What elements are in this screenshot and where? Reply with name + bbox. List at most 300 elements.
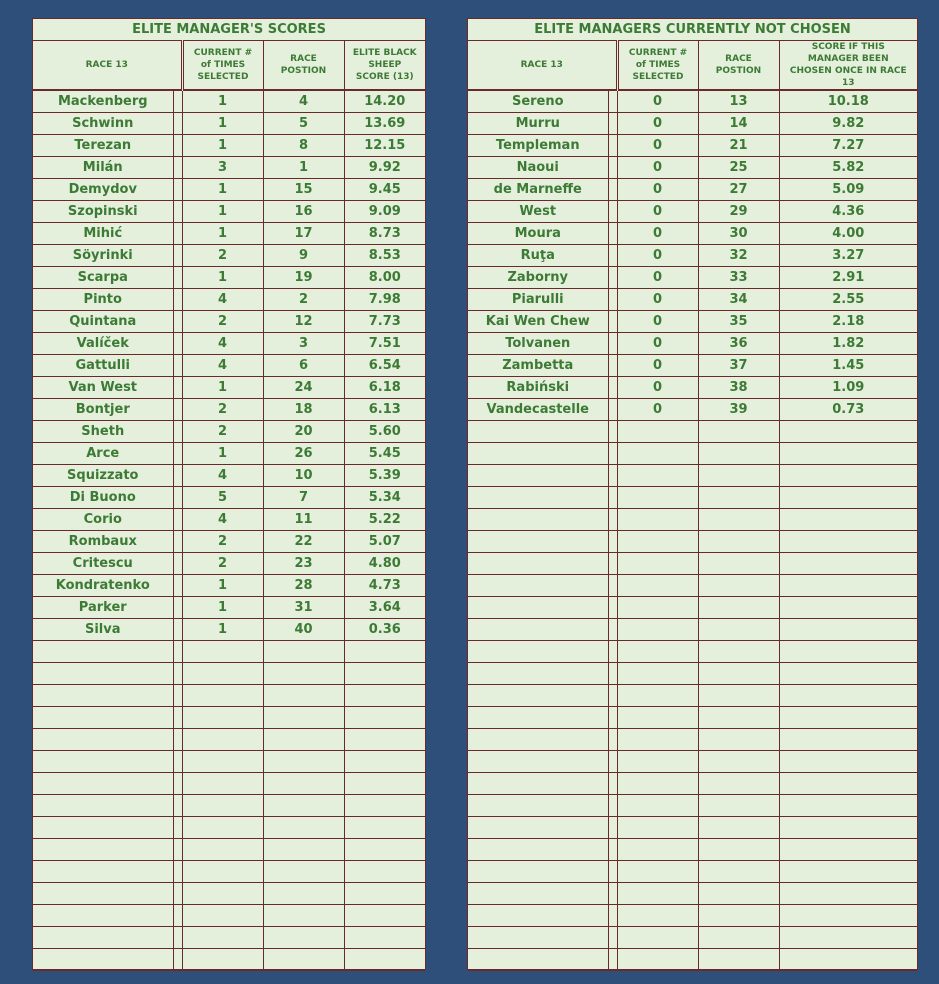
race-position-cell: 10	[263, 465, 344, 487]
spacer-cell	[608, 795, 617, 817]
table-row	[33, 487, 425, 509]
score-cell	[779, 707, 917, 729]
table-row	[468, 641, 917, 663]
race-position-cell	[698, 905, 779, 927]
table-row	[33, 905, 425, 927]
race-position-cell: 25	[698, 157, 779, 179]
race-position-cell: 27	[698, 179, 779, 201]
score-cell	[344, 839, 425, 861]
race-position-cell	[698, 575, 779, 597]
manager-name	[468, 685, 608, 707]
race-position-cell	[698, 861, 779, 883]
spacer-cell	[608, 861, 617, 883]
spacer-cell	[608, 267, 617, 289]
race-position-cell: 24	[263, 377, 344, 399]
times-selected-header-line: of TIMES	[635, 60, 681, 70]
times-selected-header	[182, 41, 263, 91]
manager-name	[33, 861, 173, 883]
spacer-cell	[173, 267, 182, 289]
times-selected-cell	[617, 883, 698, 905]
race-position-cell: 37	[698, 355, 779, 377]
score-cell	[344, 707, 425, 729]
spacer-cell	[173, 773, 182, 795]
times-selected-header-line: of TIMES	[200, 60, 246, 70]
manager-name	[468, 619, 608, 641]
table-row	[468, 553, 917, 575]
spacer-cell	[173, 223, 182, 245]
manager-name: Demydov	[33, 179, 173, 201]
manager-name: Tolvanen	[468, 333, 608, 355]
times-selected-cell: 1	[182, 135, 263, 157]
table-row	[468, 443, 917, 465]
times-selected-cell: 1	[182, 377, 263, 399]
score-cell	[344, 949, 425, 971]
score-cell: 1.82	[779, 333, 917, 355]
race-position-cell	[698, 773, 779, 795]
table-row	[468, 267, 917, 289]
race-position-cell: 39	[698, 399, 779, 421]
manager-name: Critescu	[33, 553, 173, 575]
spacer-cell	[608, 575, 617, 597]
times-selected-cell	[617, 817, 698, 839]
spacer-cell	[608, 443, 617, 465]
score-cell	[779, 509, 917, 531]
score-header-line: MANAGER BEEN	[807, 54, 889, 64]
manager-name: Rabiński	[468, 377, 608, 399]
table-row	[468, 465, 917, 487]
spacer-cell	[608, 949, 617, 971]
times-selected-cell: 2	[182, 311, 263, 333]
spacer-cell	[608, 531, 617, 553]
spacer-cell	[608, 905, 617, 927]
times-selected-cell: 4	[182, 465, 263, 487]
table-row	[33, 135, 425, 157]
race-position-cell: 40	[263, 619, 344, 641]
times-selected-cell: 0	[617, 377, 698, 399]
manager-name	[33, 751, 173, 773]
race-position-cell: 13	[698, 90, 779, 113]
table-row	[33, 311, 425, 333]
manager-name	[33, 927, 173, 949]
score-cell	[344, 729, 425, 751]
spacer-cell	[608, 817, 617, 839]
table-row	[468, 619, 917, 641]
race-position-cell	[263, 861, 344, 883]
race-position-cell: 32	[698, 245, 779, 267]
race-position-cell	[698, 949, 779, 971]
spacer-cell	[173, 157, 182, 179]
times-selected-cell	[617, 465, 698, 487]
manager-name: West	[468, 201, 608, 223]
score-cell: 9.92	[344, 157, 425, 179]
score-cell	[344, 817, 425, 839]
table-row	[468, 531, 917, 553]
times-selected-cell: 1	[182, 179, 263, 201]
spacer-cell	[608, 641, 617, 663]
table-row	[33, 795, 425, 817]
spacer-cell	[173, 597, 182, 619]
score-cell: 7.27	[779, 135, 917, 157]
race-position-cell	[698, 597, 779, 619]
table-row	[33, 861, 425, 883]
table-row	[33, 157, 425, 179]
manager-name: Parker	[33, 597, 173, 619]
manager-name	[33, 795, 173, 817]
times-selected-cell: 0	[617, 245, 698, 267]
times-selected-cell	[617, 575, 698, 597]
race-position-cell: 16	[263, 201, 344, 223]
race-position-cell: 11	[263, 509, 344, 531]
race-position-cell	[698, 729, 779, 751]
times-selected-header-line: SELECTED	[632, 72, 684, 82]
race-position-cell	[698, 531, 779, 553]
times-selected-cell	[182, 839, 263, 861]
times-selected-cell	[617, 421, 698, 443]
manager-name: Sheth	[33, 421, 173, 443]
times-selected-cell	[182, 685, 263, 707]
race-position-cell	[698, 509, 779, 531]
table-row	[468, 90, 917, 113]
times-selected-cell	[617, 949, 698, 971]
table-row	[33, 751, 425, 773]
spacer-cell	[608, 179, 617, 201]
spacer-cell	[608, 663, 617, 685]
times-selected-cell	[617, 927, 698, 949]
spacer-cell	[608, 355, 617, 377]
race-position-cell: 7	[263, 487, 344, 509]
elite-scores-panel	[32, 18, 426, 970]
spacer-cell	[173, 421, 182, 443]
table-row	[33, 289, 425, 311]
race-position-cell: 31	[263, 597, 344, 619]
manager-name	[468, 509, 608, 531]
race-position-cell: 3	[263, 333, 344, 355]
spacer-cell	[173, 839, 182, 861]
table-row	[33, 817, 425, 839]
spacer-cell	[173, 751, 182, 773]
times-selected-cell: 2	[182, 553, 263, 575]
spacer-cell	[173, 201, 182, 223]
manager-name	[468, 817, 608, 839]
race-position-cell: 33	[698, 267, 779, 289]
score-cell	[344, 795, 425, 817]
times-selected-cell: 1	[182, 597, 263, 619]
race-position-header-line: RACE	[290, 54, 317, 64]
race-position-cell: 22	[263, 531, 344, 553]
times-selected-cell: 0	[617, 267, 698, 289]
manager-name	[468, 861, 608, 883]
manager-name: Valíček	[33, 333, 173, 355]
manager-name	[33, 641, 173, 663]
manager-name	[33, 685, 173, 707]
spacer-cell	[608, 333, 617, 355]
race-position-cell: 34	[698, 289, 779, 311]
race-position-cell	[698, 421, 779, 443]
race-position-cell	[263, 663, 344, 685]
manager-name	[468, 531, 608, 553]
table-row	[468, 795, 917, 817]
table-row	[468, 817, 917, 839]
times-selected-cell: 0	[617, 355, 698, 377]
times-selected-cell: 1	[182, 619, 263, 641]
times-selected-cell: 0	[617, 135, 698, 157]
spacer-cell	[173, 179, 182, 201]
table-row	[33, 575, 425, 597]
spacer-cell	[608, 927, 617, 949]
manager-name: Zambetta	[468, 355, 608, 377]
table-row	[468, 905, 917, 927]
table-row	[33, 267, 425, 289]
times-selected-cell	[617, 443, 698, 465]
spacer-cell	[173, 685, 182, 707]
race-position-header-line: RACE	[725, 54, 752, 64]
spacer-cell	[608, 245, 617, 267]
manager-name: Terezan	[33, 135, 173, 157]
score-cell: 8.53	[344, 245, 425, 267]
manager-name: Rombaux	[33, 531, 173, 553]
manager-name: Zaborny	[468, 267, 608, 289]
times-selected-cell: 1	[182, 113, 263, 135]
spacer-cell	[608, 619, 617, 641]
times-selected-cell	[182, 641, 263, 663]
score-cell	[779, 773, 917, 795]
spacer-cell	[173, 641, 182, 663]
table-row	[33, 465, 425, 487]
race-position-cell	[263, 883, 344, 905]
race-position-cell	[263, 927, 344, 949]
spacer-cell	[608, 883, 617, 905]
spacer-cell	[608, 509, 617, 531]
manager-name	[468, 729, 608, 751]
manager-name	[468, 641, 608, 663]
times-selected-cell	[182, 905, 263, 927]
table-row	[33, 201, 425, 223]
times-selected-cell	[617, 795, 698, 817]
score-cell	[779, 619, 917, 641]
times-selected-cell: 2	[182, 245, 263, 267]
score-cell: 7.98	[344, 289, 425, 311]
score-cell: 8.73	[344, 223, 425, 245]
spacer-cell	[608, 487, 617, 509]
spacer-cell	[173, 113, 182, 135]
table-row	[468, 377, 917, 399]
score-cell: 4.00	[779, 223, 917, 245]
race-header: RACE 13	[33, 41, 182, 91]
score-header-line: SCORE IF THIS	[811, 42, 885, 52]
times-selected-cell	[182, 707, 263, 729]
times-selected-cell	[617, 619, 698, 641]
spacer-cell	[608, 751, 617, 773]
table-row	[468, 289, 917, 311]
table-row	[468, 355, 917, 377]
race-position-cell	[263, 751, 344, 773]
score-cell: 2.91	[779, 267, 917, 289]
race-position-header	[263, 41, 344, 91]
score-cell: 5.07	[344, 531, 425, 553]
score-cell: 7.73	[344, 311, 425, 333]
race-position-header	[698, 41, 779, 91]
score-cell: 4.36	[779, 201, 917, 223]
spacer-cell	[173, 531, 182, 553]
race-position-cell	[263, 685, 344, 707]
manager-name: Van West	[33, 377, 173, 399]
times-selected-cell: 4	[182, 355, 263, 377]
race-position-cell: 9	[263, 245, 344, 267]
spacer-cell	[173, 575, 182, 597]
spacer-cell	[173, 355, 182, 377]
manager-name	[468, 663, 608, 685]
table-row	[468, 927, 917, 949]
race-position-cell	[698, 927, 779, 949]
times-selected-cell	[182, 883, 263, 905]
times-selected-cell	[617, 553, 698, 575]
score-cell: 12.15	[344, 135, 425, 157]
score-cell	[344, 883, 425, 905]
manager-name	[33, 839, 173, 861]
times-selected-cell: 0	[617, 201, 698, 223]
race-position-cell	[263, 773, 344, 795]
spacer-cell	[173, 861, 182, 883]
race-position-cell: 6	[263, 355, 344, 377]
table-row	[468, 421, 917, 443]
table-row	[33, 927, 425, 949]
race-position-cell: 8	[263, 135, 344, 157]
spacer-cell	[173, 795, 182, 817]
spacer-cell	[608, 553, 617, 575]
score-cell: 0.36	[344, 619, 425, 641]
manager-name	[468, 883, 608, 905]
times-selected-cell: 4	[182, 333, 263, 355]
score-cell	[344, 751, 425, 773]
times-selected-cell: 4	[182, 509, 263, 531]
manager-name	[468, 839, 608, 861]
table-row	[468, 729, 917, 751]
race-position-cell	[263, 729, 344, 751]
manager-name: Söyrinki	[33, 245, 173, 267]
race-position-cell	[698, 707, 779, 729]
spacer-cell	[173, 817, 182, 839]
spacer-cell	[173, 619, 182, 641]
table-row	[33, 553, 425, 575]
manager-name	[33, 663, 173, 685]
manager-name: Squizzato	[33, 465, 173, 487]
spacer-cell	[173, 487, 182, 509]
times-selected-cell: 2	[182, 421, 263, 443]
manager-name: Ruţa	[468, 245, 608, 267]
manager-name	[468, 905, 608, 927]
table-row	[468, 333, 917, 355]
spacer-cell	[608, 113, 617, 135]
times-selected-cell	[617, 531, 698, 553]
score-cell: 2.18	[779, 311, 917, 333]
times-selected-cell	[617, 861, 698, 883]
spacer-cell	[608, 729, 617, 751]
times-selected-header-line: SELECTED	[197, 72, 249, 82]
race-position-cell: 4	[263, 90, 344, 113]
manager-name: Moura	[468, 223, 608, 245]
score-cell	[779, 729, 917, 751]
race-position-cell	[263, 839, 344, 861]
manager-name	[33, 773, 173, 795]
race-position-cell	[698, 883, 779, 905]
table-row	[33, 641, 425, 663]
manager-name: Arce	[33, 443, 173, 465]
times-selected-cell	[617, 641, 698, 663]
score-cell	[779, 465, 917, 487]
times-selected-cell: 0	[617, 289, 698, 311]
table-row	[33, 333, 425, 355]
table-row	[33, 377, 425, 399]
score-cell	[779, 487, 917, 509]
race-position-cell: 19	[263, 267, 344, 289]
manager-name: Quintana	[33, 311, 173, 333]
manager-name	[468, 707, 608, 729]
score-cell	[779, 575, 917, 597]
table-row	[33, 773, 425, 795]
times-selected-cell	[617, 839, 698, 861]
times-selected-cell	[617, 509, 698, 531]
race-position-cell: 12	[263, 311, 344, 333]
times-selected-cell: 0	[617, 311, 698, 333]
spacer-cell	[608, 707, 617, 729]
score-cell	[344, 905, 425, 927]
manager-name	[468, 927, 608, 949]
race-position-header-line: POSTION	[280, 66, 327, 76]
score-cell	[779, 927, 917, 949]
times-selected-cell: 1	[182, 443, 263, 465]
manager-name	[468, 553, 608, 575]
race-position-cell	[698, 553, 779, 575]
race-position-cell	[698, 817, 779, 839]
score-cell	[779, 641, 917, 663]
table-row	[468, 883, 917, 905]
spacer-cell	[608, 135, 617, 157]
spacer-cell	[173, 905, 182, 927]
table-row	[33, 685, 425, 707]
score-cell	[779, 817, 917, 839]
manager-name: Di Buono	[33, 487, 173, 509]
spacer-cell	[173, 927, 182, 949]
spacer-cell	[608, 377, 617, 399]
race-position-cell	[698, 465, 779, 487]
score-cell: 1.45	[779, 355, 917, 377]
manager-name	[468, 575, 608, 597]
spacer-cell	[173, 729, 182, 751]
race-position-cell	[698, 487, 779, 509]
race-position-header-line: POSTION	[715, 66, 762, 76]
spacer-cell	[173, 949, 182, 971]
score-cell	[779, 531, 917, 553]
race-position-cell: 17	[263, 223, 344, 245]
score-cell: 3.64	[344, 597, 425, 619]
score-cell	[779, 905, 917, 927]
table-row	[468, 509, 917, 531]
table-row	[468, 399, 917, 421]
table-row	[33, 399, 425, 421]
table-row	[468, 949, 917, 971]
times-selected-cell	[617, 905, 698, 927]
times-selected-cell: 1	[182, 575, 263, 597]
race-position-cell	[698, 641, 779, 663]
times-selected-cell: 2	[182, 531, 263, 553]
manager-name: Murru	[468, 113, 608, 135]
table-row	[468, 311, 917, 333]
table-row	[468, 135, 917, 157]
not-chosen-table	[468, 19, 917, 971]
table-row	[33, 729, 425, 751]
manager-name	[468, 773, 608, 795]
table-row	[468, 223, 917, 245]
